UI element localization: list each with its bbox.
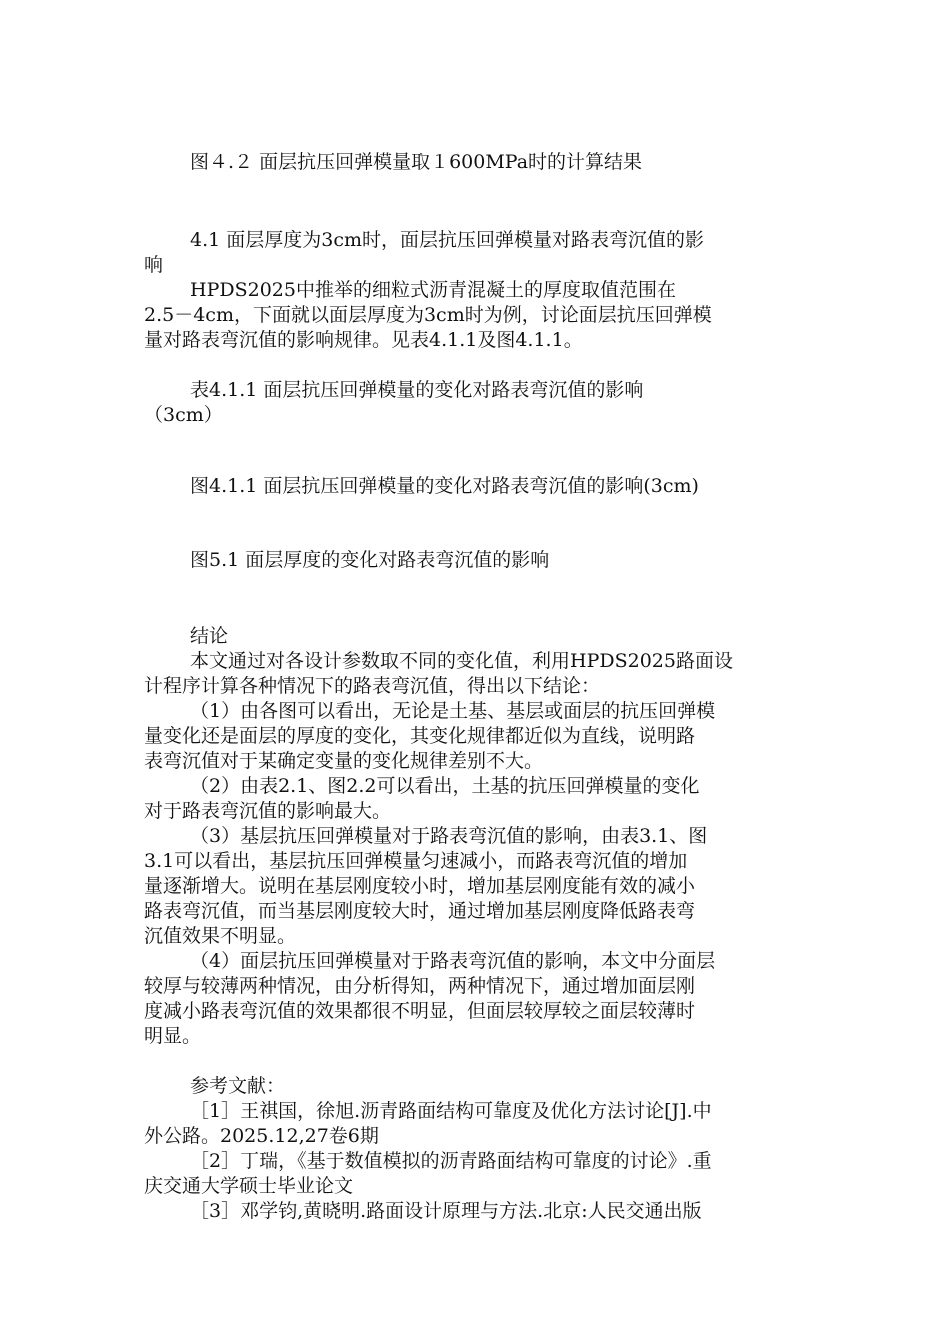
- reference-2: 庆交通大学硕士毕业论文: [144, 1175, 354, 1197]
- table-4-1-1-caption: 表4.1.1 面层抗压回弹模量的变化对路表弯沉值的影响: [190, 379, 644, 401]
- conclusion-point-3: 量逐渐增大。说明在基层刚度较小时，增加基层刚度能有效的减小: [144, 875, 696, 897]
- conclusion-point-4: 度减小路表弯沉值的效果都很不明显，但面层较厚较之面层较薄时: [144, 1000, 696, 1022]
- figure-4-2-caption: 图４.２ 面层抗压回弹模量取１600MPa时的计算结果: [190, 151, 643, 173]
- conclusion-point-2: （2）由表2.1、图2.2可以看出，土基的抗压回弹模量的变化: [190, 775, 700, 797]
- conclusion-point-4: （4）面层抗压回弹模量对于路表弯沉值的影响，本文中分面层: [190, 950, 716, 972]
- conclusion-point-4: 明显。: [144, 1025, 202, 1047]
- conclusion-point-1: （1）由各图可以看出，无论是土基、基层或面层的抗压回弹模: [190, 700, 716, 722]
- section-4-1-paragraph: 量对路表弯沉值的影响规律。见表4.1.1及图4.1.1。: [144, 329, 583, 351]
- section-4-1-heading: 4.1 面层厚度为3cm时，面层抗压回弹模量对路表弯沉值的影: [190, 229, 705, 251]
- reference-3: ［3］邓学钧,黄晓明.路面设计原理与方法.北京:人民交通出版: [190, 1200, 702, 1222]
- figure-5-1-caption: 图5.1 面层厚度的变化对路表弯沉值的影响: [190, 549, 550, 571]
- conclusion-point-3: 沉值效果不明显。: [144, 925, 297, 947]
- conclusion-text: 计程序计算各种情况下的路表弯沉值，得出以下结论：: [144, 675, 601, 697]
- conclusion-point-3: 3.1可以看出，基层抗压回弹模量匀速减小，而路表弯沉值的增加: [144, 850, 688, 872]
- conclusion-point-4: 较厚与较薄两种情况，由分析得知，两种情况下，通过增加面层刚: [144, 975, 696, 997]
- conclusion-text: 本文通过对各设计参数取不同的变化值，利用HPDS2025路面设: [190, 650, 733, 672]
- reference-1: 外公路。2025.12,27卷6期: [144, 1125, 379, 1147]
- reference-2: ［2］丁瑞，《基于数值模拟的沥青路面结构可靠度的讨论》.重: [190, 1150, 712, 1172]
- section-4-1-paragraph: HPDS2025中推举的细粒式沥青混凝土的厚度取值范围在: [190, 279, 676, 301]
- table-4-1-1-caption-cont: （3cm）: [144, 404, 223, 426]
- section-4-1-paragraph: 2.5－4cm，下面就以面层厚度为3cm时为例，讨论面层抗压回弹模: [144, 304, 712, 326]
- references-heading: 参考文献：: [190, 1075, 286, 1097]
- section-4-1-heading-cont: 响: [144, 254, 164, 276]
- conclusion-point-3: （3）基层抗压回弹模量对于路表弯沉值的影响，由表3.1、图: [190, 825, 708, 847]
- conclusion-point-1: 量变化还是面层的厚度的变化，其变化规律都近似为直线，说明路: [144, 725, 696, 747]
- reference-1: ［1］王祺国，徐旭.沥青路面结构可靠度及优化方法讨论[J].中: [190, 1100, 712, 1122]
- conclusion-point-2: 对于路表弯沉值的影响最大。: [144, 800, 392, 822]
- conclusion-point-1: 表弯沉值对于某确定变量的变化规律差别不大。: [144, 750, 544, 772]
- figure-4-1-1-caption: 图4.1.1 面层抗压回弹模量的变化对路表弯沉值的影响(3cm): [190, 475, 699, 497]
- conclusion-point-3: 路表弯沉值，而当基层刚度较大时，通过增加基层刚度降低路表弯: [144, 900, 696, 922]
- conclusion-heading: 结论: [190, 625, 229, 647]
